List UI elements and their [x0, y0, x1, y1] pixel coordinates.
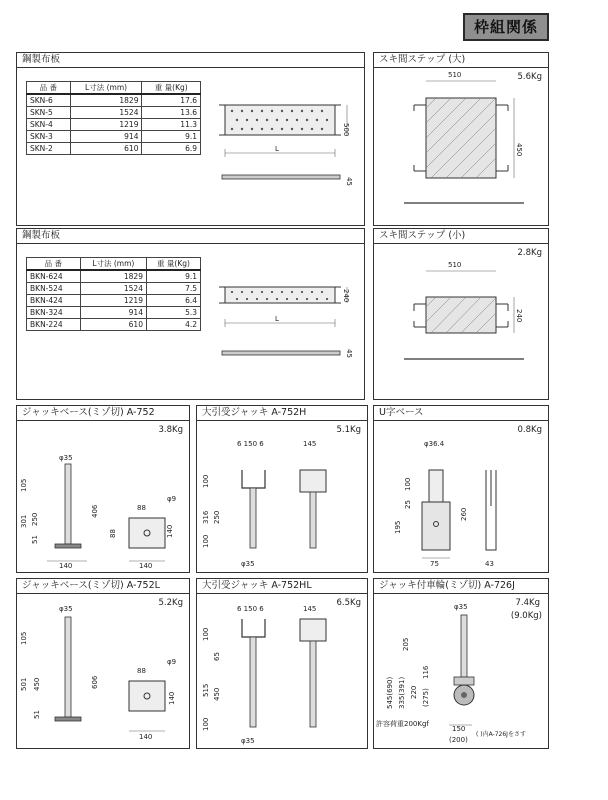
dim-label: φ35 — [241, 737, 255, 745]
col-header: 品 番 — [27, 258, 81, 271]
dim-label: φ35 — [241, 560, 255, 568]
u-base-drawing — [374, 406, 550, 574]
jack-screw — [65, 464, 71, 544]
panel-title: 大引受ジャッキ A-752H — [197, 406, 367, 421]
dim-label: 240 — [515, 309, 523, 323]
dim-label: 116 — [422, 665, 430, 679]
dim-label: 510 — [448, 71, 462, 79]
dim-label: 606 — [91, 675, 99, 689]
u-head — [242, 619, 265, 637]
col-header: L寸法 (mm) — [80, 258, 146, 271]
dim-label: 145 — [303, 440, 317, 448]
dim-label: (200) — [449, 736, 468, 744]
dim-label: 150 — [452, 725, 466, 733]
jack-plate — [55, 544, 81, 548]
big-jack-drawing — [197, 406, 369, 574]
jack-plate — [55, 717, 81, 721]
dim-label: 100 — [404, 477, 412, 491]
weight-label: 5.6Kg — [517, 72, 542, 82]
jack-base-drawing — [17, 406, 191, 574]
jack-screw — [250, 488, 256, 548]
gap-step-large-drawing — [374, 53, 550, 227]
cell: BKN-624 — [27, 270, 81, 283]
panel-title: ジャッキベース(ミゾ切) A-752L — [17, 579, 189, 594]
cell: 9.1 — [146, 270, 200, 283]
dim-label: 88 — [137, 667, 146, 675]
dim-label: 51 — [33, 710, 41, 719]
weight-label: 6.5Kg — [336, 598, 361, 608]
dim-label: 25 — [404, 500, 412, 509]
col-header: 重 量(Kg) — [142, 82, 201, 95]
panel-title: スキ間ステップ (小) — [374, 229, 548, 244]
cell: SKN-4 — [27, 119, 71, 131]
jack-screw — [65, 617, 71, 717]
panel-jack-base-l — [16, 578, 190, 749]
cell: 6.9 — [142, 143, 201, 155]
cell: BKN-324 — [27, 307, 81, 319]
base-plate-top — [129, 518, 165, 548]
dim-label: 100 — [202, 627, 210, 641]
dim-label: (275) — [422, 688, 430, 707]
cell: 13.6 — [142, 107, 201, 119]
cell: 4.2 — [146, 319, 200, 331]
dim-label: 501 — [20, 677, 28, 691]
cell: 1219 — [70, 119, 142, 131]
cell: 17.6 — [142, 94, 201, 107]
big-jack-hl-drawing — [197, 579, 369, 750]
dim-label: L — [275, 315, 279, 323]
dim-label: 140 — [166, 524, 174, 538]
col-header: 品 番 — [27, 82, 71, 95]
cell: 1524 — [70, 107, 142, 119]
dim-label: 45 — [345, 349, 353, 358]
dim-label: 6 150 6 — [237, 440, 264, 448]
footnote: ( )内A-726Jをさす — [476, 731, 526, 738]
panel-u-base — [373, 405, 549, 573]
dim-label: 450 — [213, 687, 221, 701]
dim-label: 65 — [213, 652, 221, 661]
dim-label: 140 — [139, 733, 153, 741]
dim-label: 100 — [202, 474, 210, 488]
weight-label: 7.4Kg — [515, 598, 540, 608]
step-plate — [426, 98, 496, 178]
dim-label: 406 — [91, 504, 99, 518]
dim-label: 545(690) — [386, 676, 394, 709]
dim-label: 45 — [345, 177, 353, 186]
panel-title: U字ベース — [374, 406, 548, 421]
cell: BKN-524 — [27, 283, 81, 295]
panel-title: 大引受ジャッキ A-752HL — [197, 579, 367, 594]
cell: SKN-3 — [27, 131, 71, 143]
dim-label: 100 — [202, 534, 210, 548]
u-head-front — [300, 619, 326, 641]
cell: 914 — [80, 307, 146, 319]
dim-label: 105 — [20, 631, 28, 645]
cell: BKN-424 — [27, 295, 81, 307]
panel-title: 鋼製布板 — [17, 53, 364, 68]
dim-label: 450 — [33, 677, 41, 691]
dim-label: 250 — [213, 510, 221, 524]
panel-gap-step-small — [373, 228, 549, 400]
u-head — [242, 470, 265, 488]
panel-title: ジャッキ付車輪(ミゾ切) A-726J — [374, 579, 548, 594]
panel-title: スキ間ステップ (大) — [374, 53, 548, 68]
dim-label: 205 — [402, 637, 410, 651]
cell: SKN-5 — [27, 107, 71, 119]
cell: 610 — [80, 319, 146, 331]
col-header: 重 量(Kg) — [146, 258, 200, 271]
dim-label: 195 — [394, 520, 402, 534]
weight-label: 5.1Kg — [336, 425, 361, 435]
panel-steel-deck-2 — [16, 228, 365, 400]
u-head-front — [300, 470, 326, 492]
u-base-stem — [429, 470, 443, 502]
dim-label: 260 — [460, 507, 468, 521]
dim-label: 140 — [168, 691, 176, 705]
dim-label: 250 — [31, 512, 39, 526]
panel-title: ジャッキベース(ミゾ切) A-752 — [17, 406, 189, 421]
panel-big-jack — [196, 405, 368, 573]
weight-label-alt: (9.0Kg) — [510, 611, 542, 621]
cell: 9.1 — [142, 131, 201, 143]
dim-label: φ35 — [59, 605, 73, 613]
base-plate-top — [129, 681, 165, 711]
dim-label: 88 — [137, 504, 146, 512]
jack-screw — [250, 637, 256, 727]
dim-label: 335(391) — [398, 676, 406, 709]
dim-label: L — [275, 145, 279, 153]
panel-steel-deck — [16, 52, 365, 226]
cell: 5.3 — [146, 307, 200, 319]
dim-label: 51 — [31, 535, 39, 544]
dim-label: φ36.4 — [424, 440, 445, 448]
deck-plate — [225, 287, 335, 303]
cell: 1524 — [80, 283, 146, 295]
deck-side — [222, 351, 340, 355]
deck-side — [222, 175, 340, 179]
dim-label: 220 — [410, 685, 418, 699]
cell: SKN-2 — [27, 143, 71, 155]
dim-label: 140 — [59, 562, 73, 570]
cell: 11.3 — [142, 119, 201, 131]
weight-label: 5.2Kg — [158, 598, 183, 608]
dim-label: 240 — [342, 289, 350, 303]
dim-label: 510 — [448, 261, 462, 269]
dim-label: 515 — [202, 683, 210, 697]
jack-screw — [461, 615, 467, 677]
dim-label: 88 — [109, 529, 117, 538]
col-header: L寸法 (mm) — [70, 82, 142, 95]
dim-label: φ9 — [167, 495, 177, 503]
deck-plate — [225, 105, 335, 135]
cell: 1219 — [80, 295, 146, 307]
dim-label: φ35 — [454, 603, 468, 611]
cell: 1829 — [80, 270, 146, 283]
cell: 6.4 — [146, 295, 200, 307]
panel-title: 鋼製布板 — [17, 229, 364, 244]
dim-label: 105 — [20, 478, 28, 492]
jack-base-l-drawing — [17, 579, 191, 750]
steel-deck-drawing — [17, 53, 366, 227]
dim-label: 75 — [430, 560, 439, 568]
panel-gap-step-large — [373, 52, 549, 226]
steel-deck-2-drawing — [17, 229, 366, 401]
dim-label: 140 — [139, 562, 153, 570]
dim-label: 6 150 6 — [237, 605, 264, 613]
dim-label: 316 — [202, 510, 210, 524]
weight-label: 0.8Kg — [517, 425, 542, 435]
cell: 7.5 — [146, 283, 200, 295]
cell: 1829 — [70, 94, 142, 107]
panel-big-jack-hl — [196, 578, 368, 749]
weight-label: 2.8Kg — [517, 248, 542, 258]
dim-label: 43 — [485, 560, 494, 568]
dim-label: 450 — [515, 143, 523, 157]
dim-label: φ9 — [167, 658, 177, 666]
category-tag: 枠組関係 — [463, 13, 549, 41]
cell: 914 — [70, 131, 142, 143]
weight-label: 3.8Kg — [158, 425, 183, 435]
dim-label: 301 — [20, 514, 28, 528]
dim-label: 500 — [342, 123, 350, 137]
cell: 610 — [70, 143, 142, 155]
dim-label: 145 — [303, 605, 317, 613]
cell: BKN-224 — [27, 319, 81, 331]
panel-caster-jack — [373, 578, 549, 749]
load-capacity: 許容荷重200Kgf — [376, 720, 429, 728]
dim-label: 100 — [202, 717, 210, 731]
cell: SKN-6 — [27, 94, 71, 107]
gap-step-small-drawing — [374, 229, 550, 401]
panel-jack-base — [16, 405, 190, 573]
dim-label: φ35 — [59, 454, 73, 462]
